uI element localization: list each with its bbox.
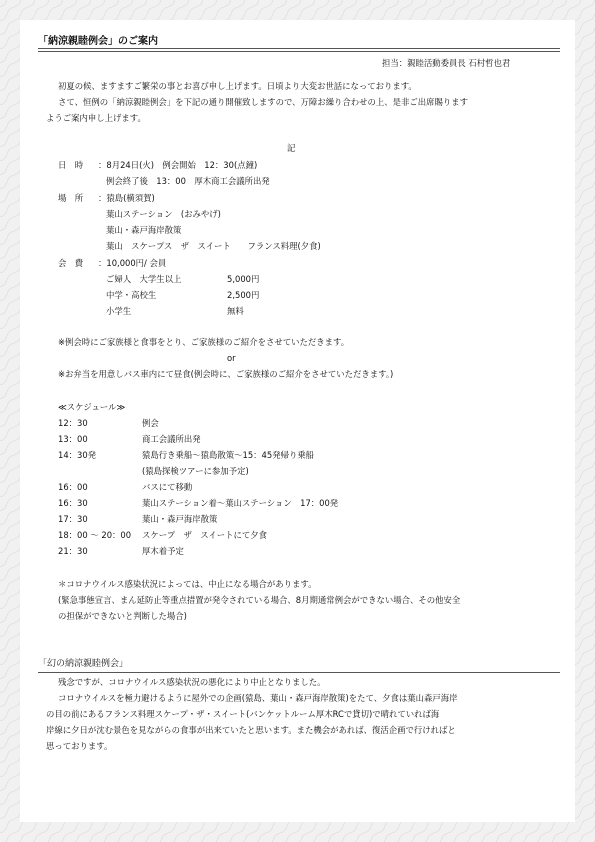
title-rule-2	[38, 51, 560, 52]
place-value-4: 葉山 スケープス ザ スイート フランス料理(夕食)	[106, 241, 321, 251]
corona-note-1: ＊コロナウイルス感染状況によっては、中止になる場合があります。	[58, 579, 317, 589]
schedule-desc: 例会	[142, 418, 159, 428]
schedule-time: 21：30	[58, 546, 88, 556]
intro-line-3: ようご案内申し上げます。	[46, 113, 146, 123]
fee-who: 小学生	[106, 306, 132, 316]
date-value: ：8月24日(火) 例会開始 12：30(点鐘)	[98, 160, 258, 170]
place-value: ：猿島(横須賀)	[98, 193, 155, 203]
schedule-time: 13：00	[58, 434, 88, 444]
ki-heading: 記	[287, 143, 296, 153]
schedule-desc: 葉山・森戸海岸散策	[142, 514, 218, 524]
phantom-rule	[38, 672, 560, 673]
schedule-time: 18：00 ～ 20：00	[58, 530, 132, 540]
fee-who: 中学・高校生	[106, 290, 157, 300]
place-label: 場 所	[58, 193, 84, 203]
note-2: ※お弁当を用意しバス車内にて昼食(例会時に、ご家族様のご紹介をさせていただきます。)	[58, 369, 394, 379]
fee-amount: 無料	[227, 306, 244, 316]
fee-amount: 2,500円	[227, 290, 260, 300]
schedule-desc: 商工会議所出発	[142, 434, 201, 444]
place-value-3: 葉山・森戸海岸散策	[106, 225, 182, 235]
schedule-title: ≪スケジュール≫	[58, 402, 126, 412]
schedule-desc: (猿島探検ツアーに参加予定)	[142, 466, 249, 476]
schedule-desc: スケープ ザ スイートにて夕食	[142, 530, 268, 540]
schedule-time: 17：30	[58, 514, 88, 524]
fee-who: ご婦人 大学生以上	[106, 274, 182, 284]
phantom-line-3: の目の前にあるフランス料理スケープ・ザ・スイート(バンケットルーム厚木RCで貸切)で晴れていれば海	[46, 709, 440, 719]
author-line: 担当：親睦活動委員長 石村哲也君	[382, 58, 511, 68]
phantom-line-5: 思っております。	[46, 741, 113, 751]
note-1: ※例会時にご家族様と食事をとり、ご家族様のご紹介をさせていただきます。	[58, 337, 350, 347]
place-value-2: 葉山ステーション (おみやげ)	[106, 209, 221, 219]
corona-note-2: (緊急事態宣言、まん延防止等重点措置が発令されている場合、8月期通常例会ができない場合、その他安全	[58, 595, 461, 605]
note-or: or	[227, 353, 236, 363]
date-value-2: 例会終了後 13：00 厚木商工会議所出発	[106, 176, 270, 186]
schedule-time: 14：30発	[58, 450, 97, 460]
schedule-desc: 葉山ステーション着～葉山ステーション 17：00発	[142, 498, 339, 508]
schedule-desc: バスにて移動	[142, 482, 193, 492]
schedule-desc: 厚木着予定	[142, 546, 184, 556]
schedule-time: 16：30	[58, 498, 88, 508]
fee-value: ：10,000円/ 会員	[98, 258, 167, 268]
phantom-title: 「幻の納涼親睦例会」	[38, 659, 129, 669]
page-title: 「納涼親睦例会」のご案内	[38, 36, 158, 47]
title-rule	[38, 48, 560, 49]
phantom-line-1: 残念ですが、コロナウイルス感染状況の悪化により中止となりました。	[58, 677, 326, 687]
fee-label: 会 費	[58, 258, 84, 268]
corona-note-3: の担保ができないと判断した場合)	[58, 611, 187, 621]
intro-line-2: さて、恒例の「納涼親睦例会」を下記の通り開催致しますので、万障お繰り合わせの上、是非ご出席賜ります	[58, 97, 469, 107]
schedule-time: 12：30	[58, 418, 88, 428]
schedule-desc: 猿島行き乗船～猿島散策～15：45発帰り乗船	[142, 450, 315, 460]
intro-line-1: 初夏の候、ますますご繁栄の事とお喜び申し上げます。日頃より大変お世話になっております。	[58, 81, 417, 91]
page	[20, 20, 575, 822]
phantom-line-2: コロナウイルスを極力避けるように屋外での企画(猿島、葉山・森戸海岸散策)をたて、夕食は葉山森戸海岸	[58, 693, 458, 703]
schedule-time: 16：00	[58, 482, 88, 492]
date-label: 日 時	[58, 160, 84, 170]
fee-amount: 5,000円	[227, 274, 260, 284]
phantom-line-4: 岸線に夕日が沈む景色を見ながらの食事が出来ていたと思います。また機会があれば、復活企画で行ければと	[46, 725, 456, 735]
